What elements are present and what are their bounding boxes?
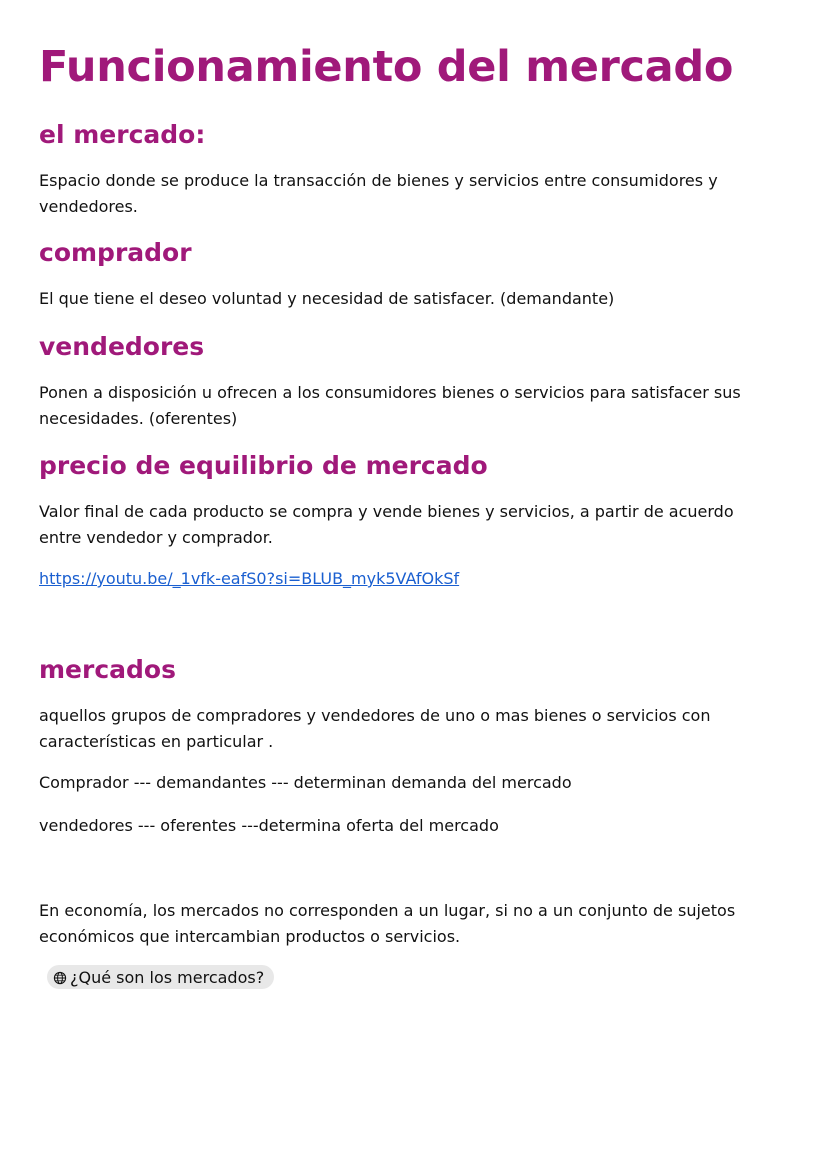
globe-icon (53, 970, 67, 984)
web-link-chip[interactable] (47, 965, 274, 989)
definition-mercados: aquellos grupos de compradores y vendedores de uno o mas bienes o servicios con características en particular . (39, 706, 711, 751)
heading-vendedores: vendedores (39, 332, 205, 361)
heading-comprador: comprador (39, 238, 192, 267)
definition-vendedores: Ponen a disposición u ofrecen a los consumidores bienes o servicios para satisfacer sus necesidades. (oferentes) (39, 383, 741, 428)
page-title: Funcionamiento del mercado (39, 42, 734, 92)
heading-el-mercado: el mercado: (39, 120, 206, 149)
economia-paragraph: En economía, los mercados no corresponden a un lugar, si no a un conjunto de sujetos económicos que intercambian productos o servicios. (39, 901, 736, 946)
heading-mercados: mercados (39, 655, 176, 684)
definition-precio-equilibrio: Valor final de cada producto se compra y vende bienes y servicios, a partir de acuerdo entre vendedor y comprador. (39, 502, 734, 547)
definition-el-mercado: Espacio donde se produce la transacción de bienes y servicios entre consumidores y vendedores. (39, 171, 718, 216)
heading-precio-equilibrio: precio de equilibrio de mercado (39, 451, 488, 480)
definition-comprador: El que tiene el deseo voluntad y necesidad de satisfacer. (demandante) (39, 289, 615, 308)
youtube-link[interactable]: https://youtu.be/_1vfk-eafS0?si=BLUB_myk5VAfOkSf (39, 569, 460, 588)
comprador-line: Comprador --- demandantes --- determinan demanda del mercado (39, 773, 572, 792)
vendedores-line: vendedores --- oferentes ---determina oferta del mercado (39, 816, 499, 835)
web-link-chip-label: ¿Qué son los mercados? (70, 967, 265, 987)
